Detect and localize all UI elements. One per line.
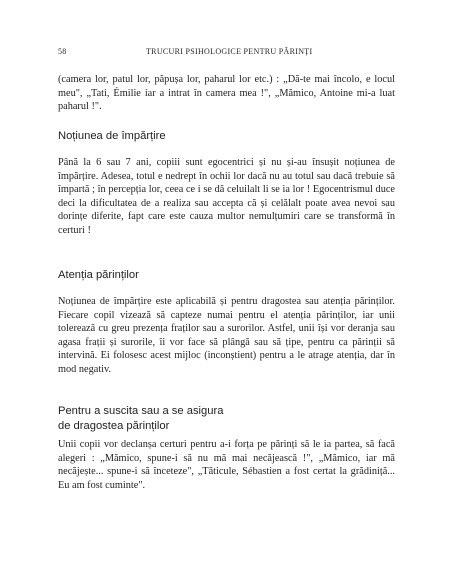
paragraph-sharing: Până la 6 sau 7 ani, copiii sunt egocentrici și nu și-au însușit noțiunea de împărțire. Adesea, totul e nedrept în ochii lor dacă nu au totul sau dacă trebuie să împartă ; în percepția lor, ceea ce i se dă celuilalt li se ia lor ! Egocentrismul duce deci la dificultatea de a realiza sau accepta că și celălalt poate avea nevoi sau dorințe diferite, fapt care este cauza multor nemulțumiri care se transformă în certuri ! (58, 157, 395, 236)
running-head-title: TRUCURI PSIHOLOGICE PENTRU PĂRINȚI (146, 47, 313, 56)
heading-line-1: Pentru a suscita sau a se asigura (58, 405, 224, 417)
page-number: 58 (58, 47, 67, 56)
running-head (58, 47, 398, 59)
paragraph-parent-love: Unii copii vor declanșa certuri pentru a-i forța pe părinți să le ia partea, să facă alegeri : „Mămico, spune-i să nu mă mai necăjească !", „Mămico, iar mă necăjește... spune-i să înceteze", „Tăticule, Sébastien a fost certat la grădiniță... Eu am fost cuminte". (58, 439, 395, 491)
heading-line-2: de dragostea părinților (58, 419, 170, 432)
section-heading-parent-love (58, 404, 395, 433)
paragraph-continuation: (camera lor, patul lor, păpușa lor, paharul lor etc.) : „Dă-te mai încolo, e locul meu", „Tati, Émilie iar a intrat în camera mea !", „Mămico, Antoine mi-a luat paharul !". (58, 74, 395, 113)
paragraph-parent-attention: Noțiunea de împărțire este aplicabilă și pentru dragostea sau atenția părinților. Fiecare copil vizează să capteze numai pentru el atenția părinților, iar unii tolerează cu greu prezența fraților sau a surorilor. Astfel, unii își vor deranja sau agasa frații și surorile, îi vor face să plângă sau să țipe, pentru ca părinții să intervină. Ei folosesc acest mijloc (inconștient) pentru a le atrage atenția, dar în mod negativ. (58, 296, 395, 375)
section-heading-sharing: Noțiunea de împărțire (58, 130, 166, 142)
section-heading-parent-attention: Atenția părinților (58, 269, 139, 281)
